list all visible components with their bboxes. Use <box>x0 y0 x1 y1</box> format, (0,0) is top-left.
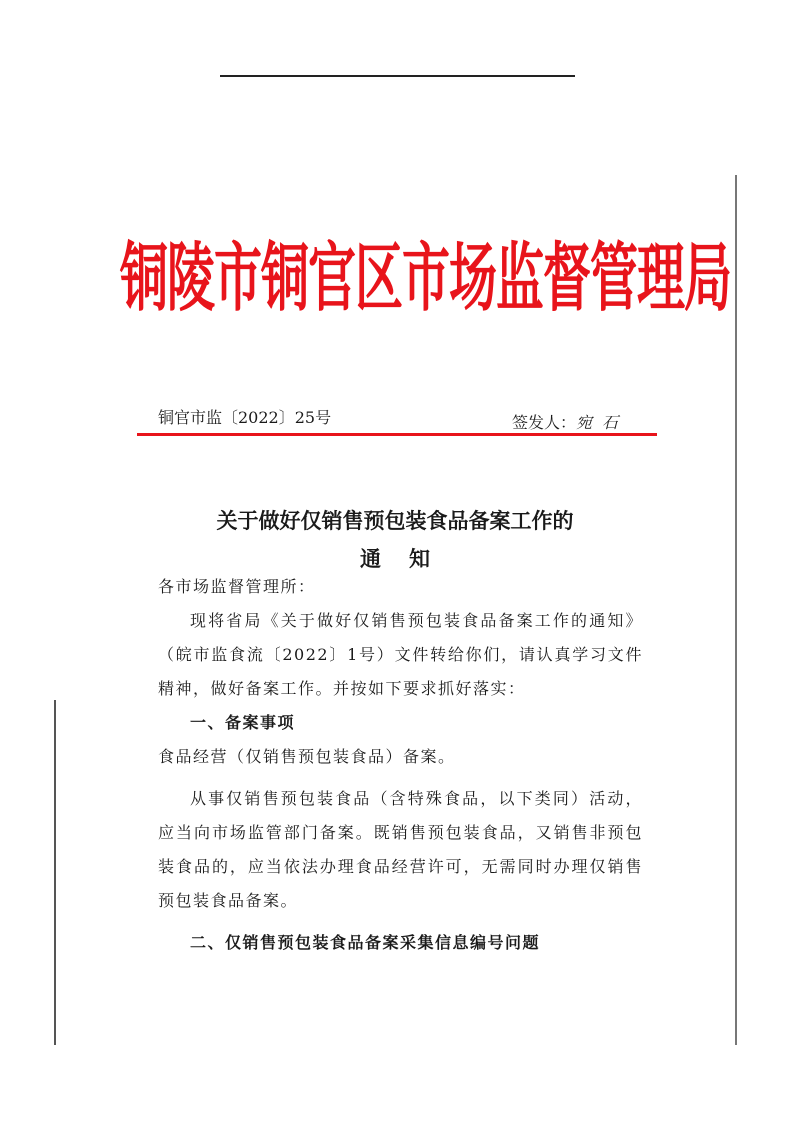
section-1-detail: 从事仅销售预包装食品（含特殊食品，以下类同）活动，应当向市场监管部门备案。既销售预包装食品，又销售非预包装食品的，应当依法办理食品经营许可，无需同时办理仅销售预包装食品备案。 <box>158 789 643 910</box>
section-1-item: 食品经营（仅销售预包装食品）备案。 <box>158 747 456 766</box>
salutation: 各市场监督管理所： <box>158 577 316 596</box>
title-line-1: 关于做好仅销售预包装食品备案工作的 <box>216 508 574 533</box>
scan-top-line <box>220 75 575 77</box>
document-body <box>158 570 643 960</box>
title-line-2: 通知 <box>360 546 458 571</box>
section-1-heading: 一、备案事项 <box>190 713 296 732</box>
issuer-label: 签发人： <box>512 413 577 432</box>
issuing-authority-header: 铜陵市铜官区市场监督管理局 <box>120 235 732 322</box>
scan-left-edge <box>54 700 56 1045</box>
issuer-name: 宛石 <box>576 413 629 432</box>
document-title <box>100 502 690 578</box>
red-divider-line <box>137 433 657 436</box>
intro-paragraph: 现将省局《关于做好仅销售预包装食品备案工作的通知》（皖市监食流〔2022〕1号）文件转给你们，请认真学习文件精神，做好备案工作。并按如下要求抓好落实： <box>158 611 643 698</box>
document-number: 铜官市监〔2022〕25号 <box>158 408 332 427</box>
issuer <box>512 410 628 433</box>
section-2-heading: 二、仅销售预包装食品备案采集信息编号问题 <box>190 933 541 952</box>
scan-right-edge <box>735 175 737 1045</box>
